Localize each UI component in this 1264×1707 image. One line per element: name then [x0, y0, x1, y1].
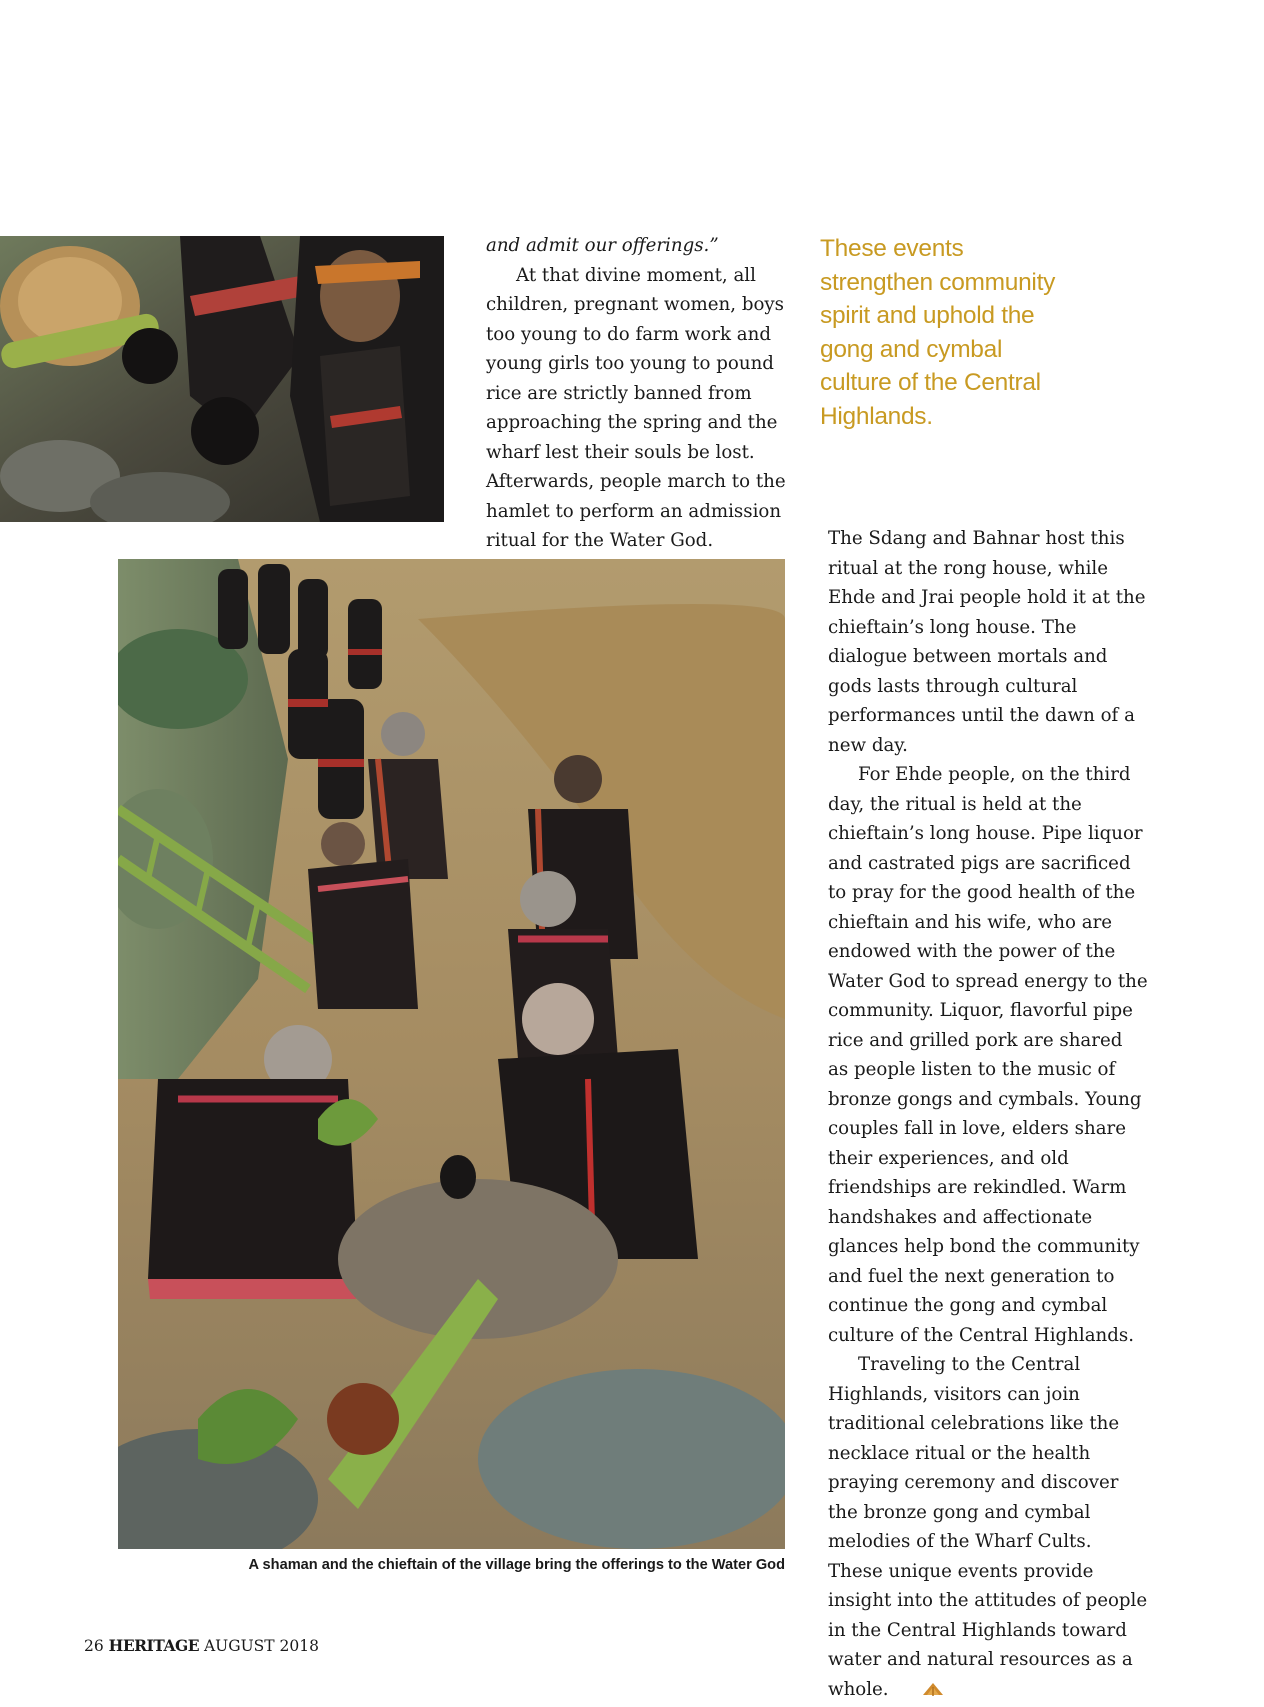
- article-column-middle: [486, 231, 786, 556]
- magazine-name: HERITAGE: [108, 1636, 200, 1655]
- pull-quote: These events strengthen community spirit and uphold the gong and cymbal culture of the Central Highlands.: [820, 235, 1056, 430]
- issue-date: AUGUST 2018: [203, 1637, 320, 1655]
- photo-caption: A shaman and the chieftain of the village bring the offerings to the Water God: [248, 1557, 785, 1573]
- paragraph: The Sdang and Bahnar host this ritual at the rong house, while Ehde and Jrai people hold it at the chieftain’s long house. The dialogue between mortals and gods lasts through cultural performances until the dawn of a new day.: [828, 528, 1146, 756]
- paragraph: At that divine moment, all children, pregnant women, boys too young to do farm work and young girls too young to pound rice are strictly banned from approaching the spring and the wharf lest their souls be lost. Afterwards, people march to the hamlet to perform an admission ritual for the Water God.: [486, 264, 786, 551]
- page-footer: [84, 1636, 319, 1655]
- paragraph-last: [828, 1350, 1148, 1704]
- article-column-right: [828, 524, 1148, 1704]
- quote-continuation: and admit our offerings.”: [486, 235, 719, 256]
- end-leaf-icon: [891, 1677, 915, 1693]
- photo-women-pouring-water: [0, 236, 444, 522]
- photo-offering-ritual: [118, 559, 785, 1549]
- paragraph-text: Traveling to the Central Highlands, visitors can join traditional celebrations like the necklace ritual or the health praying ceremony and discover the bronze gong and cymbal melodies of the Wharf Cults. These unique events provide insight into the attitudes of people in the Central Highlands toward water and natural resources as a whole.: [828, 1354, 1148, 1700]
- page-number: 26: [84, 1637, 104, 1655]
- paragraph: For Ehde people, on the third day, the ritual is held at the chieftain’s long house. Pipe liquor and castrated pigs are sacrificed to pray for the good health of the chieftain and his wife, who are endowed with the power of the Water God to spread energy to the community. Liquor, flavorful pipe rice and grilled pork are shared as people listen to the music of bronze gongs and cymbals. Young couples fall in love, elders share their experiences, and old friendships are rekindled. Warm handshakes and affectionate glances help bond the community and fuel the next generation to continue the gong and cymbal culture of the Central Highlands.: [828, 764, 1148, 1346]
